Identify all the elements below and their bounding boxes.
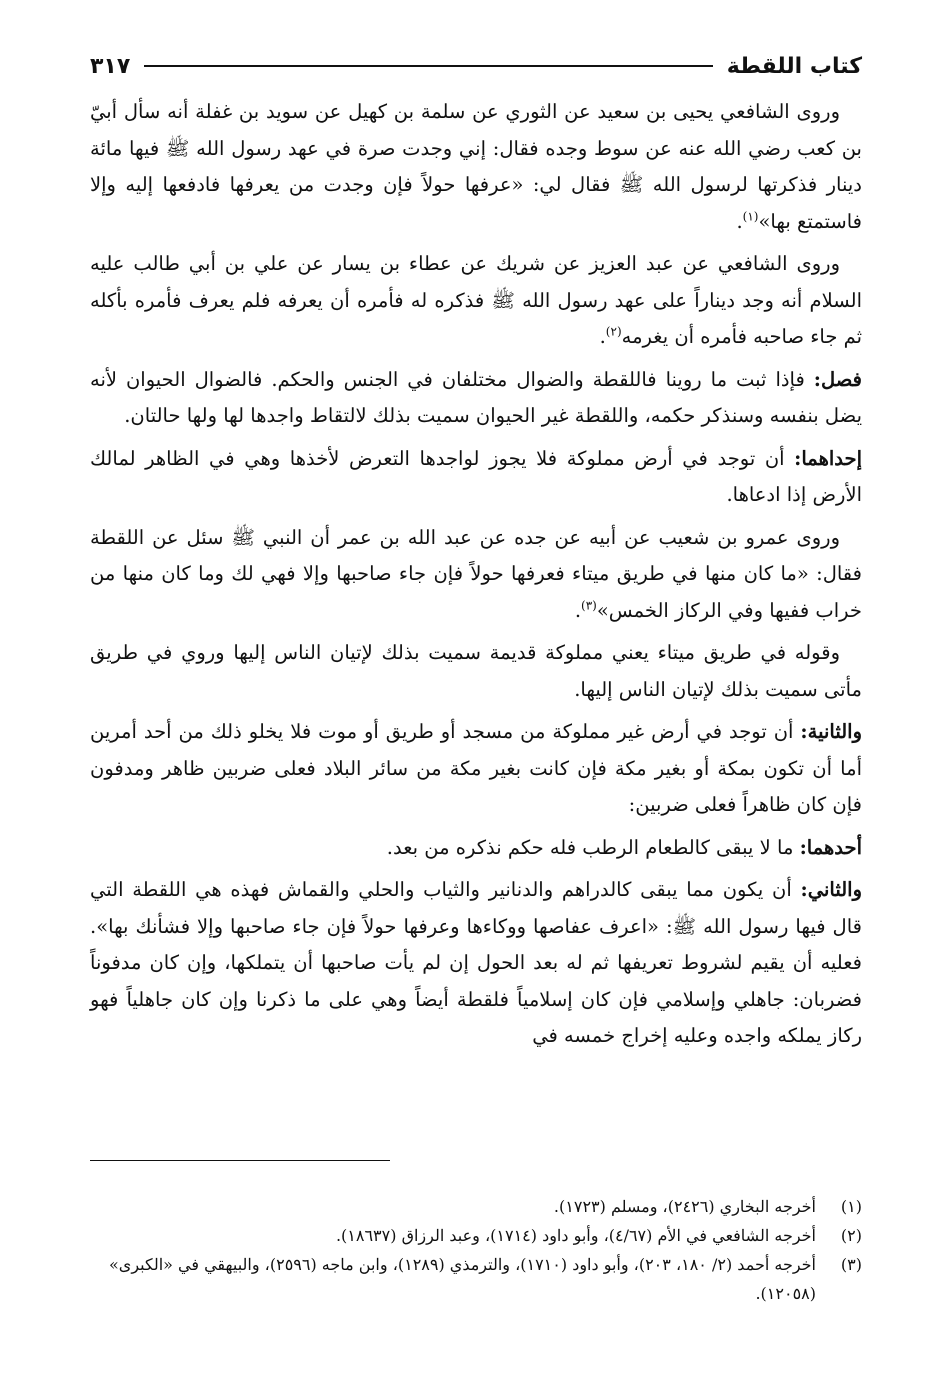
paragraph-2 xyxy=(90,246,862,356)
footnote-text: أخرجه الشافعي في الأم (٤/٦٧)، وأبو داود (١٧١٤)، وعبد الرزاق (١٨٦٣٧). xyxy=(335,1226,816,1245)
footnote-number: (١) xyxy=(840,1197,862,1216)
paragraph-9 xyxy=(90,872,862,1055)
footnote-ref[interactable]: (١) xyxy=(742,209,759,223)
paragraph-end: . xyxy=(574,598,582,622)
paragraph-6 xyxy=(90,635,862,708)
paragraph-text: أن يكون مما يبقى كالدراهم والدنانير والثياب والحلي والقماش فهذه هي اللقطة التي قال فيها رسول الله ﷺ: «اعرف عفاصها ووكاءها وعرفها حولاً فإن جاء صاحبها وإلا فشأنك بها». فعليه أن يقيم لشروط تعريفها ثم له بعد الحول إن لم يأت صاحبها أن يتملكها، وإن كان مدفوناً فضربان: جاهلي وإسلامي فإن كان إسلامياً فلقطة أيضاً وهي على ما ذكرنا وإن كان جاهلياً فهو ركاز يملكه واجده وعليه إخراج خمسه في xyxy=(90,878,862,1047)
paragraph-8 xyxy=(90,830,862,867)
footnote-3 xyxy=(90,1250,862,1308)
running-header xyxy=(90,44,862,88)
paragraph-end: . xyxy=(599,325,606,348)
paragraph-text: وروى الشافعي عن عبد العزيز عن شريك عن عطاء بن يسار عن علي بن أبي طالب عليه السلام أنه وجد ديناراً على عهد رسول الله ﷺ فذكره له فأمره أن يعرفه فلم يعرف فأمره بأكله ثم جاء صاحبه فأمره أن يغرمه xyxy=(90,252,862,348)
paragraph-end: . xyxy=(736,209,743,233)
footnote-text: أخرجه البخاري (٢٤٢٦)، ومسلم (١٧٢٣). xyxy=(553,1197,816,1216)
footnotes xyxy=(90,1192,862,1308)
chapter-title: كتاب اللقطة xyxy=(726,53,862,79)
paragraph-lead: إحداهما: xyxy=(794,446,862,470)
paragraph-text: ما لا يبقى كالطعام الرطب فله حكم نذكره من بعد. xyxy=(386,835,794,859)
paragraph-lead: والثانية: xyxy=(800,720,862,743)
paragraph-lead: فصل: xyxy=(813,367,862,391)
page-number: ٣١٧ xyxy=(90,53,131,79)
paragraph-lead: والثاني: xyxy=(800,878,862,901)
paragraph-text: وروى عمرو بن شعيب عن أبيه عن جده عن عبد الله بن عمر أن النبي ﷺ سئل عن اللقطة فقال: «ما كان منها في طريق ميتاء فعرفها حولاً فإن جاء صاحبها وإلا فهي لك وما كان منها من خراب ففيها وفي الركاز الخمس» xyxy=(90,525,862,622)
paragraph-text: فإذا ثبت ما روينا فاللقطة والضوال مختلفان في الجنس والحكم. فالضوال الحيوان لأنه يضل بنفسه وسنذكر حكمه، واللقطة غير الحيوان سميت بذلك لالتقاط واجدها لها ولها حالتان. xyxy=(90,367,862,427)
footnote-separator xyxy=(90,1160,390,1161)
paragraph-3 xyxy=(90,362,862,435)
footnote-number: (٢) xyxy=(840,1226,862,1245)
footnote-ref[interactable]: (٣) xyxy=(581,598,597,612)
footnote-1 xyxy=(90,1192,862,1221)
paragraph-lead: أحدهما: xyxy=(799,835,862,859)
paragraph-7 xyxy=(90,714,862,824)
footnote-ref[interactable]: (٢) xyxy=(605,324,622,339)
paragraph-text: أن توجد في أرض مملوكة فلا يجوز لواجدها التعرض لأخذها وهي في الظاهر لمالك الأرض إذا ادعاها. xyxy=(90,446,862,506)
book-page xyxy=(90,44,862,1344)
paragraph-text: أن توجد في أرض غير مملوكة من مسجد أو طريق أو موت فلا يخلو ذلك من أحد أمرين أما أن تكون بمكة أو بغير مكة فإن كانت بغير مكة من سائر البلاد فعلى ضربين ظاهر ومدفون فإن كان ظاهراً فعلى ضربين: xyxy=(90,720,862,816)
paragraph-text: وقوله في طريق ميتاء يعني مملوكة قديمة سميت بذلك لإتيان الناس إليها وروي في طريق مأتى سميت بذلك لإتيان الناس إليها. xyxy=(90,641,862,701)
footnote-text: أخرجه أحمد (٢/ ١٨٠، ٢٠٣)، وأبو داود (١٧١٠)، والترمذي (١٢٨٩)، وابن ماجه (٢٥٩٦)، والبيهقي في «الكبرى» (١٢٠٥٨). xyxy=(109,1255,816,1303)
main-text xyxy=(90,94,862,1055)
footnote-2 xyxy=(90,1221,862,1250)
paragraph-1 xyxy=(90,94,862,240)
paragraph-5 xyxy=(90,520,862,630)
paragraph-4 xyxy=(90,441,862,514)
paragraph-text: وروى الشافعي يحيى بن سعيد عن الثوري عن سلمة بن كهيل عن سويد بن غفلة أنه سأل أبيّ بن كعب رضي الله عنه عن سوط وجده فقال: إني وجدت صرة في عهد رسول الله ﷺ فيها مائة دينار فذكرتها لرسول الله ﷺ فقال لي: «عرفها حولاً فإن وجدت من يعرفها فادفعها إليه وإلا فاستمتع بها» xyxy=(90,100,862,233)
header-rule xyxy=(144,65,713,67)
footnote-number: (٣) xyxy=(840,1255,862,1274)
